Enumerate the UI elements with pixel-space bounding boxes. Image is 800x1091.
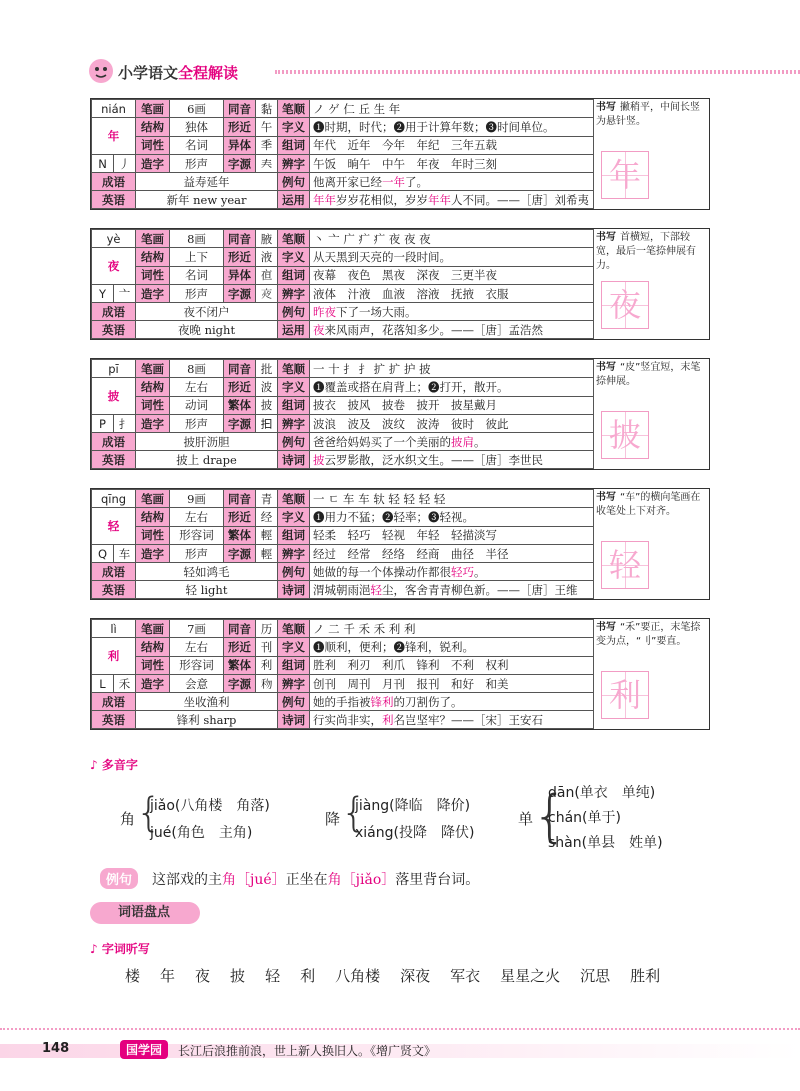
label-strokes: 笔画 — [136, 620, 170, 638]
value-english: 锋利 sharp — [136, 711, 278, 729]
label-words: 组词 — [278, 396, 310, 415]
label-formation: 造字 — [136, 285, 170, 303]
label-variant: 异体 — [224, 136, 256, 155]
label-stroke-order: 笔顺 — [278, 230, 310, 248]
value-structure: 左右 — [170, 508, 224, 527]
brace-3: { — [532, 784, 568, 849]
label-strokes: 笔画 — [136, 360, 170, 378]
dictation-section-title: ♪ 字词听写 — [90, 942, 150, 956]
polyphone-example — [100, 868, 479, 889]
example-text-c: 落里背台词。 — [395, 872, 480, 888]
value-example — [310, 433, 594, 451]
char-table — [91, 99, 594, 209]
label-structure: 结构 — [136, 508, 170, 527]
index-letter: Q — [92, 545, 114, 563]
value-pos: 形容词 — [170, 656, 224, 675]
label-example: 例句 — [278, 433, 310, 451]
value-words: 轻柔 轻巧 轻视 年轻 轻描淡写 — [310, 526, 594, 545]
value-meaning: 从天黑到天亮的一段时间。 — [310, 248, 594, 267]
book-title — [118, 62, 238, 83]
label-similar: 形近 — [224, 508, 256, 527]
usage-mid: 云罗影散，泛水织文生。——［唐］李世民 — [324, 452, 543, 467]
value-stroke-order: 丶 亠 广 疒 疒 夜 夜 夜 — [310, 230, 594, 248]
char-pinyin: yè — [92, 230, 136, 248]
value-structure: 独体 — [170, 118, 224, 137]
value-origin: 𥝤 — [256, 675, 278, 693]
label-homophone: 同音 — [224, 490, 256, 508]
value-distinguish: 液体 汁液 血液 溶液 抚掖 衣服 — [310, 285, 594, 303]
label-origin: 字源 — [224, 285, 256, 303]
label-idiom: 成语 — [92, 303, 136, 321]
usage-mid: 名岂坚牢？——［宋］王安石 — [393, 712, 544, 727]
example-pre: 他离开家已经 — [313, 174, 383, 189]
writing-note — [596, 491, 708, 519]
char-big: 轻 — [92, 508, 136, 545]
label-origin: 字源 — [224, 415, 256, 433]
value-homophone: 历 — [256, 620, 278, 638]
label-pos: 词性 — [136, 266, 170, 285]
label-formation: 造字 — [136, 415, 170, 433]
polyphone-char-3: 单 — [518, 810, 534, 828]
char-big: 年 — [92, 118, 136, 155]
label-structure: 结构 — [136, 248, 170, 267]
value-variant: 利 — [256, 656, 278, 675]
dictation-word: 八角楼 — [335, 967, 381, 985]
char-pinyin: lì — [92, 620, 136, 638]
radical: 丿 — [114, 155, 136, 173]
practice-grid: 利 — [601, 671, 649, 719]
char-card-4 — [90, 618, 710, 730]
char-pinyin: nián — [92, 100, 136, 118]
value-idiom: 夜不闭户 — [136, 303, 278, 321]
label-example: 例句 — [278, 173, 310, 191]
practice-grid: 披 — [601, 411, 649, 459]
example-highlight: 昨夜 — [313, 304, 337, 319]
value-structure: 上下 — [170, 248, 224, 267]
dictation-word: 胜利 — [630, 967, 661, 985]
char-big: 夜 — [92, 248, 136, 285]
example-post: 下了一场大雨。 — [336, 304, 417, 319]
example-post: 了。 — [405, 174, 429, 189]
value-origin: 𢪏 — [256, 415, 278, 433]
value-pos: 动词 — [170, 396, 224, 415]
value-usage — [310, 321, 594, 339]
value-similar: 刊 — [256, 638, 278, 657]
value-variant: 披 — [256, 396, 278, 415]
value-stroke-order: ノ ゲ 仁 丘 生 年 — [310, 100, 594, 118]
value-structure: 左右 — [170, 638, 224, 657]
value-homophone: 腋 — [256, 230, 278, 248]
example-highlight-2: 角［jiǎo］ — [327, 872, 396, 888]
label-stroke-order: 笔顺 — [278, 620, 310, 638]
value-variant: 秊 — [256, 136, 278, 155]
page-number: 148 — [42, 1041, 70, 1056]
label-idiom: 成语 — [92, 433, 136, 451]
practice-grid: 轻 — [601, 541, 649, 589]
label-example: 例句 — [278, 563, 310, 581]
label-distinguish: 辨字 — [278, 155, 310, 173]
char-card-2 — [90, 358, 710, 470]
label-pos: 词性 — [136, 396, 170, 415]
writing-note-text: 首横短，下部较宽，最后一笔捺伸展有力。 — [596, 232, 696, 271]
value-pos: 形容词 — [170, 526, 224, 545]
label-formation: 造字 — [136, 675, 170, 693]
example-highlight: 一年 — [382, 174, 406, 189]
label-variant: 繁体 — [224, 526, 256, 545]
label-structure: 结构 — [136, 378, 170, 397]
value-idiom: 轻如鸿毛 — [136, 563, 278, 581]
writing-note — [596, 101, 708, 129]
value-formation: 形声 — [170, 285, 224, 303]
value-distinguish: 创刊 周刊 月刊 报刊 和好 和美 — [310, 675, 594, 693]
value-english: 夜晚 night — [136, 321, 278, 339]
label-stroke-order: 笔顺 — [278, 100, 310, 118]
char-pinyin: qīng — [92, 490, 136, 508]
writing-note — [596, 621, 708, 649]
value-usage — [310, 711, 594, 729]
example-highlight: 锋利 — [370, 694, 394, 709]
char-table — [91, 619, 594, 729]
mascot-icon — [86, 56, 116, 86]
label-distinguish: 辨字 — [278, 545, 310, 563]
value-homophone: 青 — [256, 490, 278, 508]
value-words: 胜利 利刃 利爪 锋利 不利 权利 — [310, 656, 594, 675]
label-formation: 造字 — [136, 155, 170, 173]
label-english: 英语 — [92, 711, 136, 729]
label-english: 英语 — [92, 581, 136, 599]
footer-badge: 国学园 — [120, 1040, 168, 1059]
label-homophone: 同音 — [224, 100, 256, 118]
usage-highlight-1: 披 — [313, 452, 325, 467]
value-example — [310, 303, 594, 321]
label-pos: 词性 — [136, 136, 170, 155]
label-structure: 结构 — [136, 118, 170, 137]
index-letter: L — [92, 675, 114, 693]
label-homophone: 同音 — [224, 230, 256, 248]
char-table — [91, 229, 594, 339]
brace-2: { — [341, 790, 367, 836]
value-structure: 左右 — [170, 378, 224, 397]
label-idiom: 成语 — [92, 173, 136, 191]
writing-note-label: 书写 — [596, 362, 616, 373]
value-variant: 亱 — [256, 266, 278, 285]
char-table — [91, 359, 594, 469]
label-strokes: 笔画 — [136, 490, 170, 508]
label-words: 组词 — [278, 136, 310, 155]
usage-post: 人不同。——［唐］刘希夷 — [451, 192, 590, 207]
label-meaning: 字义 — [278, 378, 310, 397]
value-origin: 𡗗 — [256, 155, 278, 173]
label-words: 组词 — [278, 266, 310, 285]
label-homophone: 同音 — [224, 360, 256, 378]
label-stroke-order: 笔顺 — [278, 360, 310, 378]
value-strokes: 6画 — [170, 100, 224, 118]
value-strokes: 8画 — [170, 360, 224, 378]
usage-mid: 岁岁花相似，岁岁 — [336, 192, 429, 207]
polyphone-3-reading-3: shàn(单县 姓单) — [548, 835, 663, 851]
writing-note — [596, 231, 708, 273]
label-example: 例句 — [278, 303, 310, 321]
label-variant: 异体 — [224, 266, 256, 285]
example-highlight: 轻巧 — [451, 564, 474, 579]
value-origin: 輕 — [256, 545, 278, 563]
writing-note-text: “禾”要正，末笔捺变为点，“刂”要直。 — [596, 622, 701, 647]
label-distinguish: 辨字 — [278, 415, 310, 433]
example-post: 。 — [474, 564, 486, 579]
label-words: 组词 — [278, 526, 310, 545]
label-distinguish: 辨字 — [278, 675, 310, 693]
char-pinyin: pī — [92, 360, 136, 378]
writing-note — [596, 361, 708, 389]
radical: 车 — [114, 545, 136, 563]
practice-grid: 夜 — [601, 281, 649, 329]
radical: 亠 — [114, 285, 136, 303]
polyphone-2-reading-2: xiáng(投降 降伏) — [355, 825, 475, 841]
example-post: 。 — [474, 434, 486, 449]
value-meaning: ❶顺利，便利；❷锋利，锐利。 — [310, 638, 594, 657]
polyphone-3-reading-1: dān(单衣 单纯) — [548, 785, 656, 801]
writing-note-text: 撇稍平，中间长竖为悬针竖。 — [596, 102, 700, 127]
dictation-word: 夜 — [195, 967, 211, 985]
dictation-word: 年 — [160, 967, 176, 985]
label-similar: 形近 — [224, 378, 256, 397]
writing-note-label: 书写 — [596, 622, 616, 633]
example-pre: 她做的每一个体操动作都很 — [313, 564, 451, 579]
label-structure: 结构 — [136, 638, 170, 657]
index-letter: N — [92, 155, 114, 173]
value-english: 新年 new year — [136, 191, 278, 209]
polyphone-char-1: 角 — [120, 810, 136, 828]
example-post: 的刀割伤了。 — [393, 694, 463, 709]
label-pos: 词性 — [136, 656, 170, 675]
char-big: 利 — [92, 638, 136, 675]
dictation-word: 军衣 — [450, 967, 481, 985]
value-meaning: ❶时期，时代；❷用于计算年数；❸时间单位。 — [310, 118, 594, 137]
index-letter: Y — [92, 285, 114, 303]
brace-1: { — [136, 790, 162, 836]
polyphone-char-2: 降 — [325, 810, 341, 828]
value-example — [310, 563, 594, 581]
usage-highlight-2: 年年 — [428, 192, 452, 207]
usage-highlight-1: 轻 — [370, 582, 382, 597]
value-similar: 波 — [256, 378, 278, 397]
value-english: 轻 light — [136, 581, 278, 599]
value-homophone: 黏 — [256, 100, 278, 118]
dictation-word: 披 — [230, 967, 246, 985]
value-words: 年代 近年 今年 年纪 三年五载 — [310, 136, 594, 155]
value-homophone: 批 — [256, 360, 278, 378]
label-usage: 诗词 — [278, 451, 310, 469]
example-pre: 爸爸给妈妈买了一个美丽的 — [313, 434, 451, 449]
label-meaning: 字义 — [278, 118, 310, 137]
writing-note-text: “皮”竖宜短，末笔捺伸展。 — [596, 362, 701, 387]
polyphone-3-reading-2: chán(单于) — [548, 810, 621, 826]
usage-mid: 来风雨声，花落知多少。——［唐］孟浩然 — [324, 322, 544, 337]
value-formation: 会意 — [170, 675, 224, 693]
value-usage — [310, 191, 594, 209]
example-badge: 例句 — [100, 868, 138, 889]
label-meaning: 字义 — [278, 508, 310, 527]
label-idiom: 成语 — [92, 563, 136, 581]
label-usage: 诗词 — [278, 581, 310, 599]
writing-note-text: “车”的横向笔画在收笔处上下对齐。 — [596, 492, 701, 517]
value-usage — [310, 581, 594, 599]
label-similar: 形近 — [224, 248, 256, 267]
index-letter: P — [92, 415, 114, 433]
value-idiom: 益寿延年 — [136, 173, 278, 191]
label-english: 英语 — [92, 191, 136, 209]
value-distinguish: 经过 经常 经络 经商 曲径 半径 — [310, 545, 594, 563]
example-highlight: 披肩 — [451, 434, 474, 449]
dictation-word: 沉思 — [580, 967, 611, 985]
label-usage: 诗词 — [278, 711, 310, 729]
polyphone-title-text: 多音字 — [101, 758, 138, 772]
value-origin: 𡖍 — [256, 285, 278, 303]
dictation-word: 轻 — [265, 967, 281, 985]
dictation-word: 星星之火 — [500, 967, 561, 985]
char-table — [91, 489, 594, 599]
value-pos: 名词 — [170, 266, 224, 285]
label-stroke-order: 笔顺 — [278, 490, 310, 508]
label-distinguish: 辨字 — [278, 285, 310, 303]
example-pre: 她的手指被 — [313, 694, 371, 709]
label-variant: 繁体 — [224, 396, 256, 415]
example-highlight-1: 角［jué］ — [222, 872, 286, 888]
book-title-prefix: 小学语文 — [118, 64, 179, 82]
usage-mid: 尘，客舍青青柳色新。——［唐］王维 — [382, 582, 578, 597]
label-strokes: 笔画 — [136, 100, 170, 118]
writing-note-label: 书写 — [596, 102, 616, 113]
label-english: 英语 — [92, 451, 136, 469]
label-idiom: 成语 — [92, 693, 136, 711]
value-strokes: 7画 — [170, 620, 224, 638]
value-words: 披衣 披风 披卷 披开 披星戴月 — [310, 396, 594, 415]
header-divider — [275, 70, 800, 74]
value-stroke-order: 一 ㄷ 车 车 轪 轻 轻 轻 轻 — [310, 490, 594, 508]
label-usage: 运用 — [278, 191, 310, 209]
value-idiom: 披肝沥胆 — [136, 433, 278, 451]
value-formation: 形声 — [170, 155, 224, 173]
usage-highlight-1: 夜 — [313, 322, 325, 337]
label-usage: 运用 — [278, 321, 310, 339]
label-origin: 字源 — [224, 155, 256, 173]
value-usage — [310, 451, 594, 469]
dictation-word: 楼 — [125, 967, 141, 985]
value-formation: 形声 — [170, 545, 224, 563]
example-text-a: 这部戏的主 — [152, 872, 223, 888]
value-similar: 经 — [256, 508, 278, 527]
value-similar: 液 — [256, 248, 278, 267]
label-formation: 造字 — [136, 545, 170, 563]
label-similar: 形近 — [224, 118, 256, 137]
value-example — [310, 693, 594, 711]
polyphone-section-title: ♪ 多音字 — [90, 758, 138, 772]
value-distinguish: 午饭 晌午 中午 年夜 年时三刻 — [310, 155, 594, 173]
value-strokes: 9画 — [170, 490, 224, 508]
label-origin: 字源 — [224, 545, 256, 563]
book-title-highlight: 全程解读 — [178, 64, 239, 82]
label-english: 英语 — [92, 321, 136, 339]
label-pos: 词性 — [136, 526, 170, 545]
footer-quote: 长江后浪推前浪，世上新人换旧人。《增广贤文》 — [178, 1044, 437, 1058]
writing-note-label: 书写 — [596, 492, 616, 503]
polyphone-1-reading-1: jiǎo(八角楼 角落) — [150, 798, 270, 814]
usage-pre0: 行实尚非实， — [313, 712, 383, 727]
usage-highlight-1: 利 — [382, 712, 394, 727]
label-example: 例句 — [278, 693, 310, 711]
value-idiom: 坐收渔利 — [136, 693, 278, 711]
value-stroke-order: ノ 二 千 禾 禾 利 利 — [310, 620, 594, 638]
usage-pre0: 渭城朝雨浥 — [313, 582, 371, 597]
usage-highlight-1: 年年 — [313, 192, 337, 207]
value-words: 夜幕 夜色 黑夜 深夜 三更半夜 — [310, 266, 594, 285]
vocab-section-title: 词语盘点 — [90, 902, 200, 924]
label-meaning: 字义 — [278, 248, 310, 267]
value-distinguish: 波浪 波及 波纹 波涛 彼时 彼此 — [310, 415, 594, 433]
dictation-title-text: 字词听写 — [101, 942, 150, 956]
value-strokes: 8画 — [170, 230, 224, 248]
value-formation: 形声 — [170, 415, 224, 433]
value-pos: 名词 — [170, 136, 224, 155]
value-similar: 午 — [256, 118, 278, 137]
polyphone-2-reading-1: jiàng(降临 降价) — [355, 798, 471, 814]
polyphone-1-reading-2: jué(角色 主角) — [150, 825, 253, 841]
label-words: 组词 — [278, 656, 310, 675]
label-similar: 形近 — [224, 638, 256, 657]
footer-divider — [0, 1028, 800, 1030]
value-stroke-order: 一 十 扌 扌 扩 扩 护 披 — [310, 360, 594, 378]
radical: 禾 — [114, 675, 136, 693]
value-example — [310, 173, 594, 191]
dictation-word-list — [125, 965, 745, 986]
writing-note-label: 书写 — [596, 232, 616, 243]
label-strokes: 笔画 — [136, 230, 170, 248]
label-homophone: 同音 — [224, 620, 256, 638]
radical: 扌 — [114, 415, 136, 433]
char-card-0 — [90, 98, 710, 210]
dictation-word: 深夜 — [400, 967, 431, 985]
value-english: 披上 drape — [136, 451, 278, 469]
value-meaning: ❶覆盖或搭在肩背上；❷打开，散开。 — [310, 378, 594, 397]
example-text-b: 正坐在 — [285, 872, 328, 888]
value-meaning: ❶用力不猛；❷轻率；❸轻视。 — [310, 508, 594, 527]
practice-grid: 年 — [601, 151, 649, 199]
label-origin: 字源 — [224, 675, 256, 693]
char-card-1 — [90, 228, 710, 340]
char-card-3 — [90, 488, 710, 600]
dictation-word: 利 — [300, 967, 316, 985]
page-header — [0, 0, 800, 100]
label-variant: 繁体 — [224, 656, 256, 675]
label-meaning: 字义 — [278, 638, 310, 657]
char-big: 披 — [92, 378, 136, 415]
value-variant: 輕 — [256, 526, 278, 545]
